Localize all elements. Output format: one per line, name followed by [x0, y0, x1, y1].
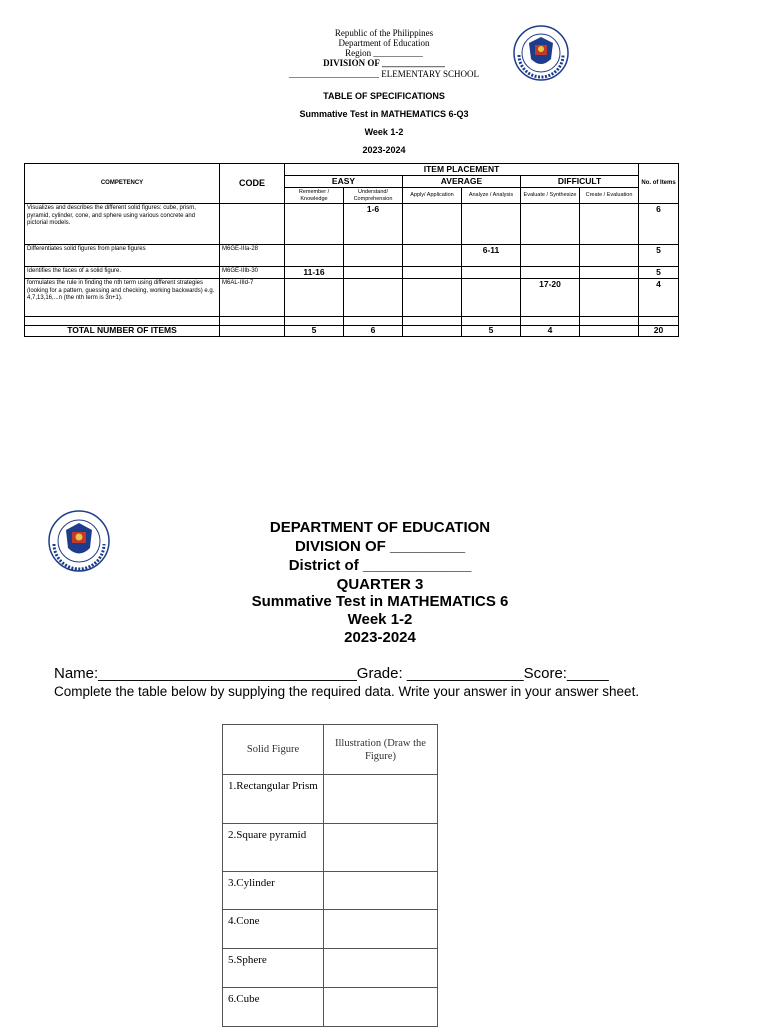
illustration-cell[interactable] [324, 775, 438, 824]
illustration-cell[interactable] [324, 824, 438, 872]
illustration-cell[interactable] [324, 988, 438, 1027]
item-cell [285, 279, 344, 317]
solid-figure-name: 3.Cylinder [223, 872, 324, 910]
header-region: Region ___________ [345, 48, 423, 58]
item-cell [580, 245, 639, 267]
deped-seal-logo [48, 510, 110, 572]
item-cell [403, 204, 462, 245]
item-cell [285, 245, 344, 267]
total-cell [403, 326, 462, 337]
illustration-cell[interactable] [324, 949, 438, 988]
solid-figure-name: 1.Rectangular Prism [223, 775, 324, 824]
item-cell: 1-6 [344, 204, 403, 245]
header-no-items: No. of Items [639, 164, 679, 204]
code-cell [220, 204, 285, 245]
table-row [223, 949, 438, 988]
header-code: CODE [220, 164, 285, 204]
p2-quarter: QUARTER 3 [336, 576, 424, 593]
tos-subtitle: Summative Test in MATHEMATICS 6-Q3 [299, 109, 469, 119]
item-cell [344, 245, 403, 267]
item-cell [580, 204, 639, 245]
items-count-cell: 6 [639, 204, 679, 245]
item-cell [403, 267, 462, 279]
header-division: DIVISION OF ______________ [323, 58, 445, 68]
illustration-cell[interactable] [324, 910, 438, 949]
header-competency: COMPETENCY [25, 164, 220, 204]
item-cell [462, 267, 521, 279]
competency-cell: Differentiates solid figures from plane figures [25, 245, 220, 267]
instructions: Complete the table below by supplying the required data. Write your answer in your answer sheet. [54, 684, 640, 699]
subheader-apply: Apply/ Application [403, 188, 462, 204]
subheader-evaluate: Evaluate / Synthesize [521, 188, 580, 204]
item-cell [521, 204, 580, 245]
competency-cell: Visualizes and describes the different solid figures: cube, prism, pyramid, cylinder, cone, and sphere using various concrete and pictorial models. [25, 204, 220, 245]
total-label: TOTAL NUMBER OF ITEMS [25, 326, 220, 337]
solid-figure-name: 2.Square pyramid [223, 824, 324, 872]
item-cell: 17-20 [521, 279, 580, 317]
empty-cell [220, 317, 285, 326]
total-cell: 5 [462, 326, 521, 337]
p2-week: Week 1-2 [347, 611, 413, 628]
subheader-create: Create / Evaluation [580, 188, 639, 204]
tos-week: Week 1-2 [364, 127, 404, 137]
code-cell: M6GE-IIIb-30 [220, 267, 285, 279]
item-cell [403, 279, 462, 317]
item-cell [344, 267, 403, 279]
items-count-cell: 5 [639, 267, 679, 279]
header-department: Department of Education [338, 38, 430, 48]
header-easy: EASY [285, 176, 403, 188]
total-cell: 20 [639, 326, 679, 337]
p2-district: District of _____________ [288, 557, 472, 574]
header-solid-figure: Solid Figure [223, 725, 324, 775]
table-row [223, 775, 438, 824]
total-cell: 4 [521, 326, 580, 337]
table-row [223, 824, 438, 872]
total-row [25, 326, 679, 337]
empty-cell [220, 326, 285, 337]
table-row [25, 245, 679, 267]
item-cell [285, 204, 344, 245]
total-cell: 5 [285, 326, 344, 337]
solid-figure-name: 6.Cube [223, 988, 324, 1027]
tos-title: TABLE OF SPECIFICATIONS [323, 91, 445, 101]
subheader-analyze: Analyze / Analysis [462, 188, 521, 204]
name-grade-score-line: Name:_______________________________Grade: ______________Score:_____ [54, 665, 609, 682]
empty-cell [403, 317, 462, 326]
table-row [223, 988, 438, 1027]
item-cell [580, 267, 639, 279]
total-cell [580, 326, 639, 337]
header-item-placement: ITEM PLACEMENT [285, 164, 639, 176]
table-row [25, 267, 679, 279]
subheader-understand: Understand/ Comprehension [344, 188, 403, 204]
competency-cell: Identifies the faces of a solid figure. [25, 267, 220, 279]
item-cell [403, 245, 462, 267]
header-republic: Republic of the Philippines [334, 28, 434, 38]
header-illustration: Illustration (Draw the Figure) [324, 725, 438, 775]
solid-figure-table [222, 724, 438, 1027]
table-of-specifications [24, 163, 679, 337]
solid-figure-name: 5.Sphere [223, 949, 324, 988]
header-difficult: DIFFICULT [521, 176, 639, 188]
code-cell: M6AL-IIId-7 [220, 279, 285, 317]
subheader-remember: Remember / Knowledge [285, 188, 344, 204]
illustration-cell[interactable] [324, 872, 438, 910]
item-cell [521, 245, 580, 267]
solid-figure-name: 4.Cone [223, 910, 324, 949]
tos-year: 2023-2024 [362, 145, 406, 155]
item-cell [462, 279, 521, 317]
items-count-cell: 4 [639, 279, 679, 317]
p2-year: 2023-2024 [344, 629, 416, 646]
item-cell [462, 204, 521, 245]
p2-department: DEPARTMENT OF EDUCATION [269, 519, 491, 536]
header-average: AVERAGE [403, 176, 521, 188]
header-school: ____________________ ELEMENTARY SCHOOL [289, 69, 479, 79]
table-row [223, 910, 438, 949]
item-cell [344, 279, 403, 317]
p2-test-title: Summative Test in MATHEMATICS 6 [251, 593, 509, 610]
items-count-cell: 5 [639, 245, 679, 267]
table-row [25, 204, 679, 245]
p2-division: DIVISION OF _________ [294, 538, 466, 555]
item-cell: 6-11 [462, 245, 521, 267]
item-cell [521, 267, 580, 279]
empty-cell [580, 317, 639, 326]
table-row [25, 279, 679, 317]
table-row [223, 872, 438, 910]
item-cell [580, 279, 639, 317]
item-cell: 11-16 [285, 267, 344, 279]
total-cell: 6 [344, 326, 403, 337]
competency-cell: formulates the rule in finding the nth term using different strategies (looking for a pattern, guessing and checking, working backwards) e.g. 4,7,13,16,...n (the nth term is 3n+1). [25, 279, 220, 317]
code-cell: M6GE-IIIa-28 [220, 245, 285, 267]
